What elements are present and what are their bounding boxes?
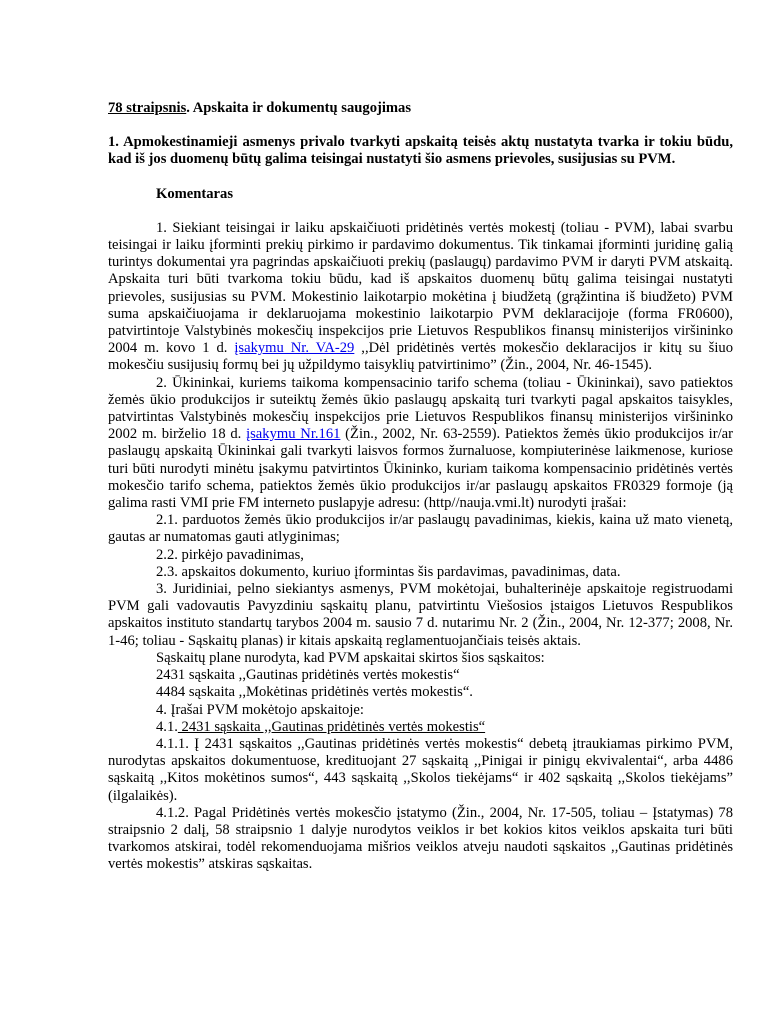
- commentary-heading: Komentaras: [156, 185, 234, 202]
- paragraph-4-1: [108, 719, 733, 736]
- paragraph-2-1: 2.1. parduotos žemės ūkio produkcijos ir/ar paslaugų pavadinimas, kiekis, kaina už mato vienetą, gautas ar numatomas gauti atlyginimas;: [108, 512, 733, 546]
- account-plan-intro: Sąskaitų plane nurodyta, kad PVM apskaitai skirtos šios sąskaitos:: [156, 649, 545, 666]
- paragraph-2-3: 2.3. apskaitos dokumento, kuriuo įformintas šis pardavimas, pavadinimas, data.: [156, 563, 621, 580]
- account-2431: 2431 sąskaita ,,Gautinas pridėtinės vertės mokestis“: [156, 667, 460, 684]
- paragraph-4-1-1: 4.1.1. Į 2431 sąskaitos ,,Gautinas pridėtinės vertės mokestis“ debetą įtraukiamas pirkimo PVM, nurodytas apskaitos dokumentuose, kredituojant 27 sąskaitą ,,Pinigai ir pinigų ekvivalentai“, arba 4486 sąskaitą ,,Kitos mokėtinos sumos“, 443 sąskaitą ,,Skolos tiekėjams“ ir 402 sąskaitą ,,Skolos tiekėjams” (ilgalaikės).: [108, 735, 733, 804]
- document-page: [108, 100, 733, 874]
- paragraph-2-2: 2.2. pirkėjo pavadinimas,: [156, 546, 304, 563]
- paragraph-4-1-2: 4.1.2. Pagal Pridėtinės vertės mokesčio įstatymo (Žin., 2004, Nr. 17-505, toliau – Įstatymas) 78 straipsnio 2 dalį, 58 straipsnio 1 dalyje nurodytos veiklos ir bet kokios kitos veiklos apskaita turi būti tvarkomos atskirai, todėl rekomenduojama mišrios veiklos atveju naudoti sąskaitos ,,Gautinas pridėtinės vertės mokestis” atskiras sąskaitas.: [108, 804, 733, 873]
- paragraph-2: [108, 375, 733, 513]
- paragraph-4: 4. Įrašai PVM mokėtojo apskaitoje:: [156, 701, 364, 718]
- article-number: 78 straipsnis: [108, 100, 187, 116]
- paragraph-1: [108, 220, 733, 375]
- paragraph-4-1-title: 2431 sąskaita ,,Gautinas pridėtinės vertės mokestis“: [177, 718, 486, 735]
- article-text: 1. Apmokestinamieji asmenys privalo tvarkyti apskaitą teisės aktų nustatyta tvarka ir tokiu būdu, kad iš jos duomenų būtų galima teisingai nustatyti šio asmens prievoles, susijusias su PVM.: [108, 134, 733, 168]
- order-va29-link[interactable]: įsakymu Nr. VA-29: [234, 340, 355, 357]
- paragraph-2-text-b: (Žin., 2002, Nr. 63-2559). Patiektos žemės ūkio produkcijos ir/ar paslaugų apskaitą Ūkininkai gali tvarkyti laisvos formos žurnaluose, kompiuterinėse laikmenose, kuriose turi būti nurodyti minėtu įsakymu patvirtintos Ūkininko, kuriam taikoma kompensacinio pridėtinės vertės mokesčio tarifo schema, patiektos žemės ūkio produkcijos ir/ar paslaugų apskaitos FR0329 formoje (ją galima rasti VMI prie FM interneto puslapyje adresu: (http//nauja.vmi.lt) nurodyti įrašai:: [108, 426, 733, 512]
- order-161-link[interactable]: įsakymu Nr.161: [246, 426, 341, 443]
- account-4484: 4484 sąskaita ,,Mokėtinas pridėtinės vertės mokestis“.: [156, 684, 473, 701]
- paragraph-1-text-b: ,,Dėl pridėtinės vertės mokesčio deklaracijos ir kitų su šiuo mokesčiu susijusių formų bei jų užpildymo taisyklių patvirtinimo” (Žin., 2004, Nr. 46-1545).: [108, 340, 733, 374]
- article-title: . Apskaita ir dokumentų saugojimas: [186, 100, 412, 116]
- paragraph-1-text-a: 1. Siekiant teisingai ir laiku apskaičiuoti pridėtinės vertės mokestį (toliau - PVM), labai svarbu teisingai ir laiku įforminti prekių pirkimo ir pardavimo dokumentus. Tik tinkamai įforminti juridinę galią turintys dokumentai yra pagrindas apskaičiuoti prekių (paslaugų) pardavimo PVM ir daryti PVM atskaitą. Apskaita turi būti tvarkoma tokiu būdu, kad iš apskaitos duomenų būtų galima teisingai nustatyti prievoles, susijusias su PVM. Mokestinio laikotarpio mokėtina į biudžetą (grąžintina iš biudžeto) PVM suma apskaičiuojama ir deklaruojama mokestinio laikotarpio PVM deklaracijoje (forma FR0600), patvirtintoje Valstybinės mokesčių inspekcijos prie Lietuvos Respublikos finansų ministerijos viršininko 2004 m. kovo 1 d.: [108, 219, 733, 357]
- article-heading: [108, 100, 733, 117]
- paragraph-2-text-a: 2. Ūkininkai, kuriems taikoma kompensacinio tarifo schema (toliau - Ūkininkai), savo patiektos žemės ūkio produkcijos ir suteiktų žemės ūkio paslaugų apskaitą turi tvarkyti pagal apskaitos taisykles, patvirtintas Valstybinės mokesčių inspekcijos prie Lietuvos Respublikos finansų ministerijos viršininko 2002 m. birželio 18 d.: [108, 374, 733, 443]
- paragraph-3: 3. Juridiniai, pelno siekiantys asmenys, PVM mokėtojai, buhalterinėje apskaitoje registruodami PVM gali vadovautis Pavyzdiniu sąskaitų planu, patvirtintu Viešosios įstaigos Lietuvos Respublikos apskaitos instituto standartų tarybos 2004 m. sausio 7 d. nutarimu Nr. 2 (Žin., 2004, Nr. 12-377; 2008, Nr. 1-46; toliau - Sąskaitų planas) ir kitais apskaitą reglamentuojančiais teisės aktais.: [108, 581, 733, 649]
- paragraph-4-1-number: 4.1.: [156, 718, 178, 735]
